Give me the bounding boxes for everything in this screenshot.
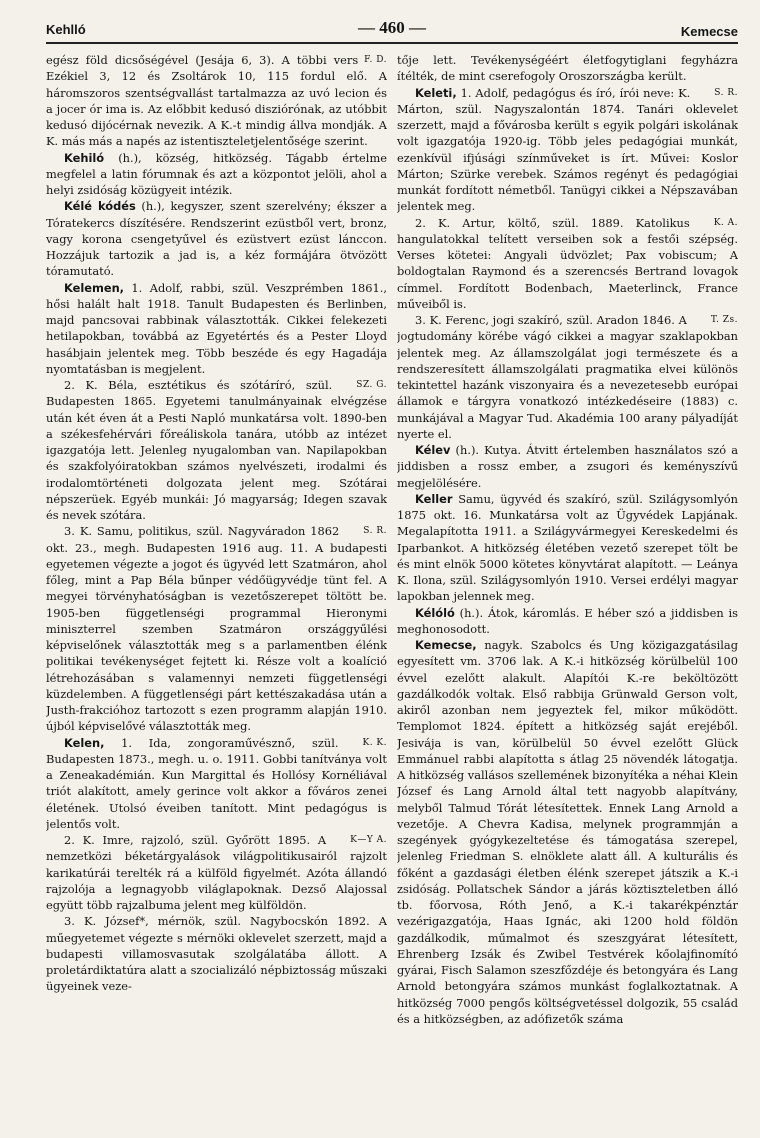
header-rule [46,42,738,44]
entry-headword: Kelen, [64,735,105,750]
header-right-keyword: Kemecse [680,24,738,39]
entry-headword: Keleti, [415,85,457,100]
entry-headword: Kélev [415,443,451,457]
entry-headword: Keller [415,491,453,506]
entry-headword: Kelemen, [64,280,125,295]
entry-text: (h.), község, hitközség. Tágabb értelme megfelel a latin fórumnak és azt a központot jelöli, ahol a helyi zsidóság közügyeit intézik. [46,150,387,197]
entry-paragraph [46,280,387,378]
author-signature: K. K. [362,737,387,748]
entry-text: 3. K. József*, mérnök, szül. Nagybocskón 1892. A műegyetemet végezte s mérnöki oklevelet szerzett, majd a budapesti villamosvasutak szolgálatába állott. A proletárdiktatúra alatt a szocializáló népbiztosság műszaki ügyeinek veze- [46,914,387,994]
entry-text: egész föld dicsőségével (Jesája 6, 3). A többi vers Ezékiel 3, 12 és Zsoltárok 10, 115 fordul elő. A háromszoros szentségvallást tartalmazza az uvó lecion és a jocer ór ima is. Az előbbit kedusó disziórónak, az utóbbit kedusó dijócérnak nevezik. A K.-t mindig állva mondják. A K. más más a napés az istentiszteletjelentősége szerint. [46,53,387,149]
author-signature: K—Y A. [350,835,387,845]
entry-text: nagyk. Szabolcs és Ung közigazgatásilag egyesített vm. 3706 lak. A K.-i hitközség körülbelül 100 évvel ezelőtt alakult. Alapítói K.-re beköltözött gazdálkodók voltak. Első rabbija Grünwald Gerson volt, akiről azonban nem jegyeztek fel, mikor működött. Templomot 1824. épített a hitközség saját erejéből. Jesivája is van, körülbelül 50 évvel ezelőtt Glück Emmánuel rabbi alapította s átlag 25 növendék látogatja. A hitközség vallásos szellemének bizonyítéka a néhai Klein József és Lang Arnold által tett nagyobb alapítvány, melyből Talmud Tórát létesítettek. Ennek Lang Arnold a vezetője. A Chevra Kadisa, melynek programmján a szegények gyógykezeltetése és támogatása szerepel, jelenleg Friedman S. elnöklete alatt áll. A kulturális és főként a gazdasági életben élénk szerepet játszik a K.-i zsidóság. Pollatschek Sándor a járás köztiszteletben álló tb. főorvosa, Róth Jenő, a K.-i takarékpénztár vezérigazgatója, Haas Ignác, aki 1200 hold földön gazdálkodik, műmalmot és szeszgyárat létesített, Ehrenberg Izsák és Zwibel Testvérek kőolajfinomító gyárai, Fisch Salamon szeszfőzdéje és betongyára és Lang Arnold betongyára számos munkást foglalkoztatnak. A hitközség 7000 pengős költségvetéssel dolgozik, 55 család és a hitközségben, az adófizetők száma [397,638,738,1026]
entry-text: 3. K. Samu, politikus, szül. Nagyváradon 1862 okt. 23., megh. Budapesten 1916 aug. 11. A budapesti egyetemen végezte a jogot és ügyvéd lett Szatmáron, ahol főleg, mint a Pap Béla bűnper védőügyvédje tünt fel. A megyei törvényhatóságban is vezetőszerepet töltött be. 1905-ben függetlenségi programmal Hieronymi miniszterrel szemben Szatmáron országgyűlési képviselőnek választották meg s a parlamentben élénk politikai tevékenységet fejtett ki. Része volt a koalíció létrehozásában s valamennyi nemzeti függetlenségi küzdelemben. A függetlenségi párt kettészakadása után a Justh-frakcióhoz tartozott s ezen programm alapján 1910. újból képviselővé választották meg. [46,524,387,734]
entry-text: (h.), kegyszer, szent szerelvény; ékszer a Tóratekercs díszítésére. Rendszerint ezüstből vert, bronz, vagy korona csengetyűvel és ezüstvert ezüst lánccon. Hozzájuk tartozik a jad is, a kéz formájára ötvözött tóramutató. [46,199,387,279]
entry-text: 1. Adolf, rabbi, szül. Veszprémben 1861., hősi halált halt 1918. Tanult Budapesten és Berlinben, majd pancsovai rabbinak választották. Cikkei felekezeti hetilapokban, továbbá az Egyetértés és a Pester Lloyd hasábjain jelentek meg. Több beszéde és egy Hagadája nyomtatásban is megjelent. [46,280,387,376]
entry-text: 1. Adolf, pedagógus és író, írói neve: K. Márton, szül. Nagyszalontán 1874. Tanári oklevelet szerzett, majd a fővárosba került s egyik polgári iskolának volt igazgatója 1920-ig. Több jeles pedagógiai munkát, ezenkívül ifjúsági színműveket is írt. Művei: Koslor Márton; Szürke verebek. Számos regényt és pedagógiai munkát fordított németből. Tanügyi cikkei a Népszavában jelentek meg. [397,85,738,214]
entry-headword: Kélé kódés [64,199,136,214]
entry-text: 2. K. Béla, esztétikus és szótáríró, szül. Budapesten 1865. Egyetemi tanulmányainak elvégzése után két éven át a Pesti Napló munkatársa volt. 1890-ben a székesfehérvári főreáliskola tanára, utóbb az intézet igazgatója lett. Jelenleg nyugalomban van. Napilapokban és szakfolyóiratokban számos nyelvészeti, irodalmi és irodalomtörténeti dolgozata jelent meg. Szótárai népszerüek. Egyéb munkái: Jó magyarság; Idegen szavak és nevek szótára. [46,378,387,522]
two-column-text [46,52,738,1132]
entry-text: 3. K. Ferenc, jogi szakíró, szül. Aradon 1846. A jogtudomány körébe vágó cikkei a magyar szaklapokban jelentek meg. Az államszolgálat jogi természete és a rendszeresített államszolgálati pragmatika elvei különös tekintettel hazánk viszonyaira és a nevezetesebb európai államok e tárgyra vonatkozó intézkedéseire (1883) c. munkájával a Magyar Tud. Akadémia 100 arany pályadíját nyerte el. [397,313,738,441]
entry-text: 2. K. Imre, rajzoló, szül. Győrött 1895. A nemzetközi béketárgyalások világpolitikusairól rajzolt karikatúrái terelték rá a külföld figyelmét. Azóta állandó rajzolója a legnagyobb világlapoknak. Dezső Alajossal együtt több rajzalbuma jelent meg külföldön. [46,833,387,912]
entry-headword: Kehiló [64,150,105,165]
entry-paragraph [397,312,738,442]
entry-paragraph [397,637,738,1027]
entry-text: (h.). Kutya. Átvitt értelemben használatos szó a jiddisben a rossz ember, a zsugori és keményszívű megjelölésére. [397,443,738,490]
entry-paragraph [46,913,387,994]
right-column [397,52,738,1132]
entry-paragraph [397,605,738,638]
entry-paragraph [397,85,738,215]
left-column [46,52,387,1132]
entry-paragraph [46,150,387,199]
author-signature: S. R. [363,526,387,537]
page-number: — 460 — [358,18,426,37]
page-header [46,18,738,40]
author-signature: F. D. [364,55,387,65]
entry-headword: Kélóló [415,605,455,620]
entry-paragraph [397,52,738,85]
entry-text: tője lett. Tevékenységéért életfogytiglani fegyházra ítélték, de mint cserefogoly Oroszországba került. [397,53,738,84]
entry-paragraph [397,215,738,313]
author-signature: SZ. G. [356,380,387,390]
entry-paragraph [46,52,387,150]
author-signature: K. A. [713,217,738,228]
entry-text: Samu, ügyvéd és szakíró, szül. Szilágysomlyón 1875 okt. 16. Munkatársa volt az Ügyvédek Lapjának. Megalapította 1911. a Szilágyvármegyei Kereskedelmi és Iparbankot. A hitközség életében vezető szerepet tölt be és mint elnök 5000 kötetes könyvtárat alapított. — Leánya K. Ilona, szül. Szilágysomlyón 1910. Versei erdélyi magyar lapokban jelennek meg. [397,491,738,604]
entry-paragraph [46,735,387,833]
entry-paragraph [397,442,738,491]
author-signature: S. R. [714,87,738,98]
entry-text: 1. Ida, zongoraművésznő, szül. Budapesten 1873., megh. u. o. 1911. Gobbi tanítványa volt a Zeneakadémián. Kun Margittal és Hollósy Kornéliával triót alakított, amely gerince volt akkor a főváros zenei életének. Utolsó éveiben tanított. Mint pedagógus is jelentős volt. [46,735,387,831]
entry-paragraph [46,832,387,913]
header-left-keyword: Kehlló [46,22,86,37]
entry-headword: Kemecse, [415,638,477,652]
entry-paragraph [397,491,738,605]
entry-text: (h.). Átok, káromlás. E héber szó a jiddisben is meghonosodott. [397,605,738,636]
entry-paragraph [46,523,387,734]
entry-text: 2. K. Artur, költő, szül. 1889. Katolikus hangulatokkal telített verseiben sok a festői szépség. Verses kötetei: Angyali üdvözlet; Pax vobiscum; A boldogtalan Raymond és a szerencsés Bertrand lovagok címmel. Fordított Bodenbach, Maeterlinck, France műveiből is. [397,215,738,311]
entry-paragraph [46,377,387,523]
author-signature: T. Zs. [710,315,738,325]
entry-paragraph [46,198,387,279]
